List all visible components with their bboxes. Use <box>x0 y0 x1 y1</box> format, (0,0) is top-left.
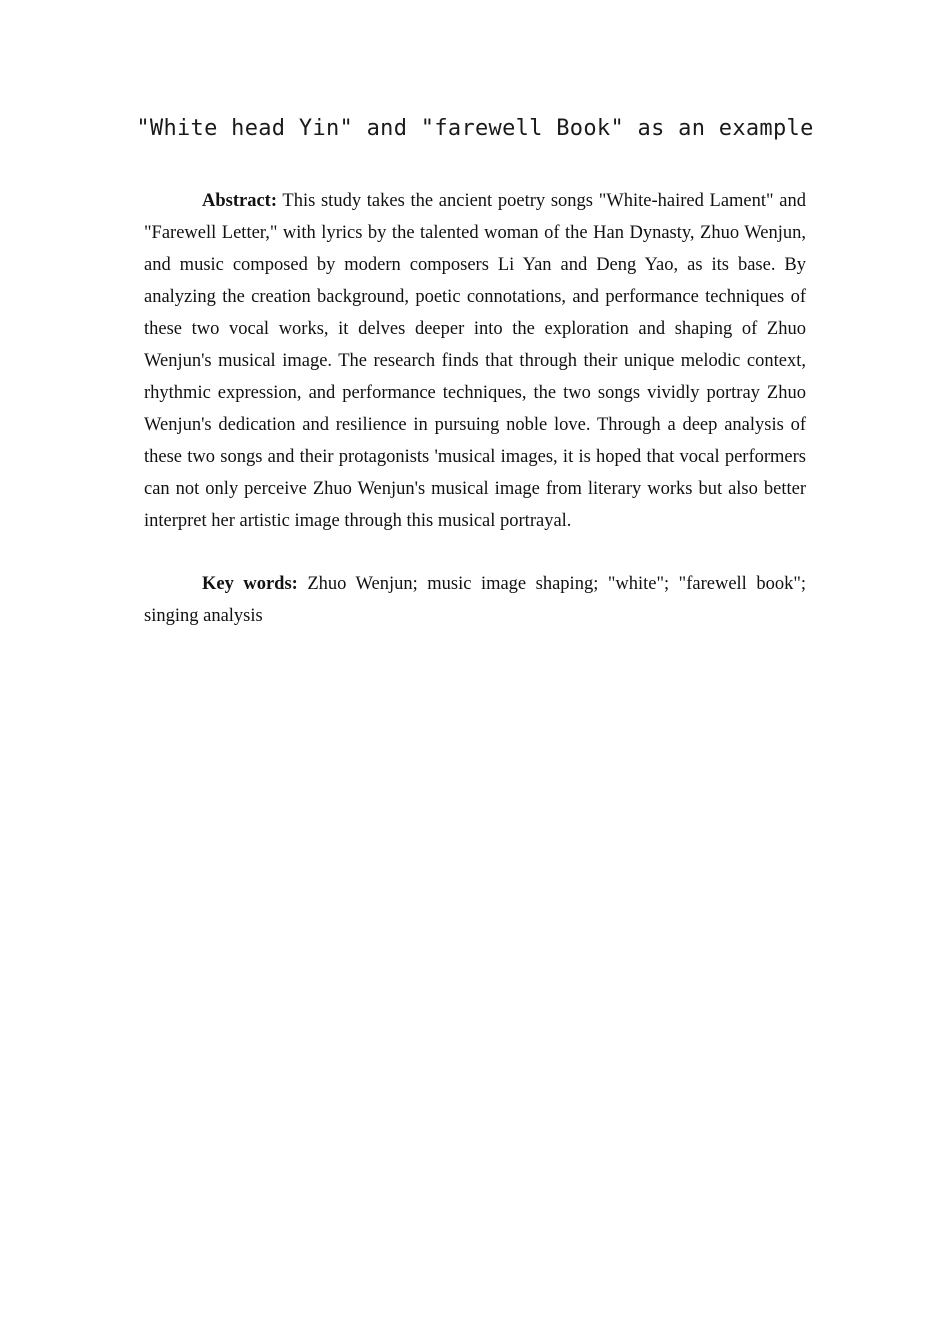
abstract-paragraph <box>144 185 806 537</box>
keywords-paragraph <box>144 568 806 632</box>
keywords-text: Zhuo Wenjun; music image shaping; "white"; "farewell book"; singing analysis <box>144 574 807 626</box>
abstract-label: Abstract: <box>202 191 278 211</box>
keywords-label: Key words: <box>202 574 298 594</box>
page-title: "White head Yin" and "farewell Book" as an example <box>136 116 814 141</box>
abstract-text: This study takes the ancient poetry songs "White-haired Lament" and "Farewell Letter," with lyrics by the talented woman of the Han Dynasty, Zhuo Wenjun, and music composed by modern composers Li Yan and Deng Yao, as its base. By analyzing the creation background, poetic connotations, and performance techniques of these two vocal works, it delves deeper into the exploration and shaping of Zhuo Wenjun's musical image. The research finds that through their unique melodic context, rhythmic expression, and performance techniques, the two songs vividly portray Zhuo Wenjun's dedication and resilience in pursuing noble love. Through a deep analysis of these two songs and their protagonists 'musical images, it is hoped that vocal performers can not only perceive Zhuo Wenjun's musical image from literary works but also better interpret her artistic image through this musical portrayal. <box>144 191 806 531</box>
